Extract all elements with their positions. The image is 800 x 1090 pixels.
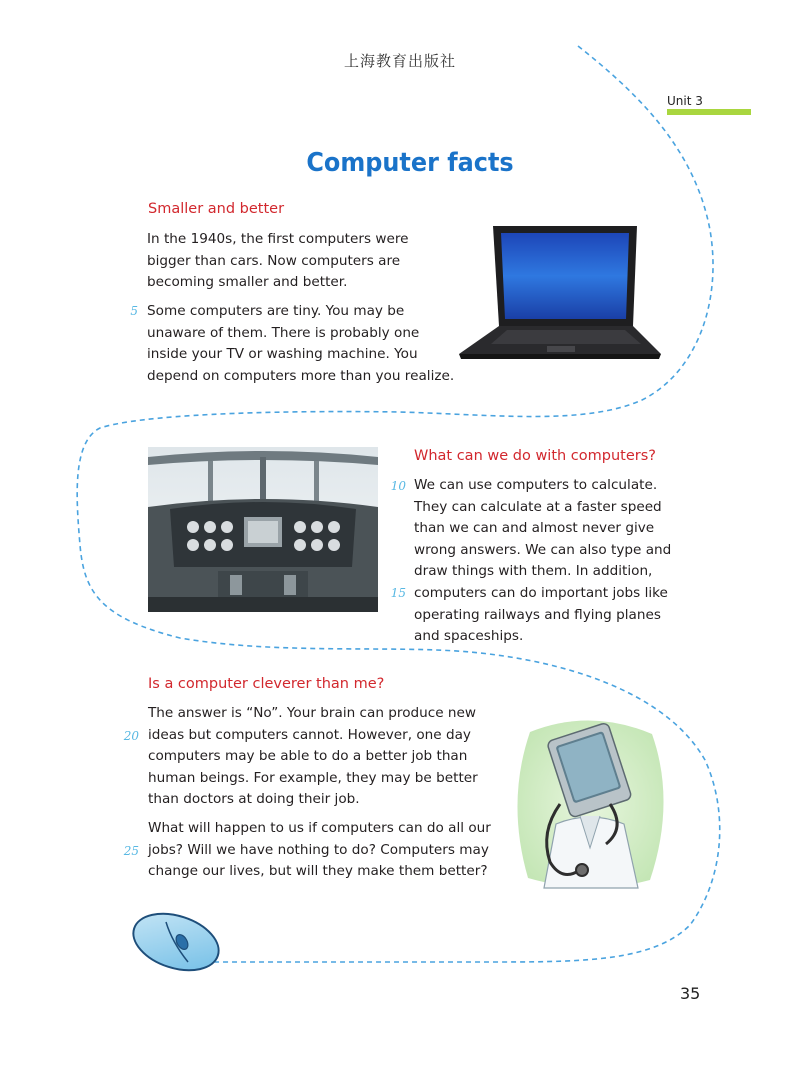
line-number: 15 bbox=[390, 586, 406, 600]
text-line: They can calculate at a faster speed bbox=[414, 498, 662, 515]
unit-label: Unit 3 bbox=[667, 94, 703, 108]
text-line: unaware of them. There is probably one bbox=[147, 324, 420, 341]
section-heading-smaller-better: Smaller and better bbox=[148, 201, 285, 217]
section-heading-what-can-we-do: What can we do with computers? bbox=[414, 448, 656, 464]
text-line: The answer is “No”. Your brain can produce new bbox=[148, 705, 477, 721]
text-line: than doctors at doing their job. bbox=[148, 791, 360, 808]
text-line: In the 1940s, the first computers were bbox=[147, 231, 409, 247]
text-line: ideas but computers cannot. However, one day bbox=[148, 726, 471, 743]
mouse-image bbox=[128, 906, 224, 976]
text-line: bigger than cars. Now computers are bbox=[147, 252, 401, 269]
line-number: 20 bbox=[123, 729, 139, 743]
page-title: Computer facts bbox=[306, 148, 514, 178]
cockpit-image bbox=[148, 447, 378, 612]
paragraph bbox=[414, 475, 671, 648]
text-line: becoming smaller and better. bbox=[147, 274, 348, 291]
text-line: wrong answers. We can also type and bbox=[414, 541, 672, 558]
text-line: jobs? Will we have nothing to do? Computers may bbox=[148, 841, 489, 858]
line-number: 5 bbox=[130, 304, 138, 318]
text-line: operating railways and flying planes bbox=[414, 606, 661, 623]
computer-doctor-image bbox=[510, 712, 670, 892]
paragraph bbox=[148, 818, 491, 883]
text-line: human beings. For example, they may be better bbox=[148, 769, 478, 786]
laptop-image bbox=[455, 222, 665, 362]
text-line: and spaceships. bbox=[414, 628, 524, 645]
text-line: computers may be able to do a better job than bbox=[148, 748, 468, 765]
text-line: Some computers are tiny. You may be bbox=[147, 303, 405, 319]
text-line: change our lives, but will they make them better? bbox=[148, 863, 488, 880]
text-line: than we can and almost never give bbox=[414, 520, 655, 537]
text-line: computers can do important jobs like bbox=[414, 584, 668, 601]
unit-color-bar bbox=[667, 109, 751, 115]
line-number: 10 bbox=[390, 479, 406, 493]
section-heading-is-computer-cleverer: Is a computer cleverer than me? bbox=[148, 676, 385, 692]
publisher-name: 上海教育出版社 bbox=[343, 52, 456, 70]
text-line: inside your TV or washing machine. You bbox=[147, 346, 418, 363]
page-number: 35 bbox=[680, 984, 701, 1003]
text-line: What will happen to us if computers can do all our bbox=[148, 820, 491, 836]
text-line: draw things with them. In addition, bbox=[414, 563, 653, 580]
paragraph bbox=[147, 229, 409, 294]
paragraph bbox=[148, 703, 478, 811]
paragraph bbox=[147, 301, 454, 387]
line-number: 25 bbox=[123, 844, 139, 858]
text-line: We can use computers to calculate. bbox=[414, 477, 658, 493]
text-line: depend on computers more than you realize. bbox=[147, 367, 455, 384]
